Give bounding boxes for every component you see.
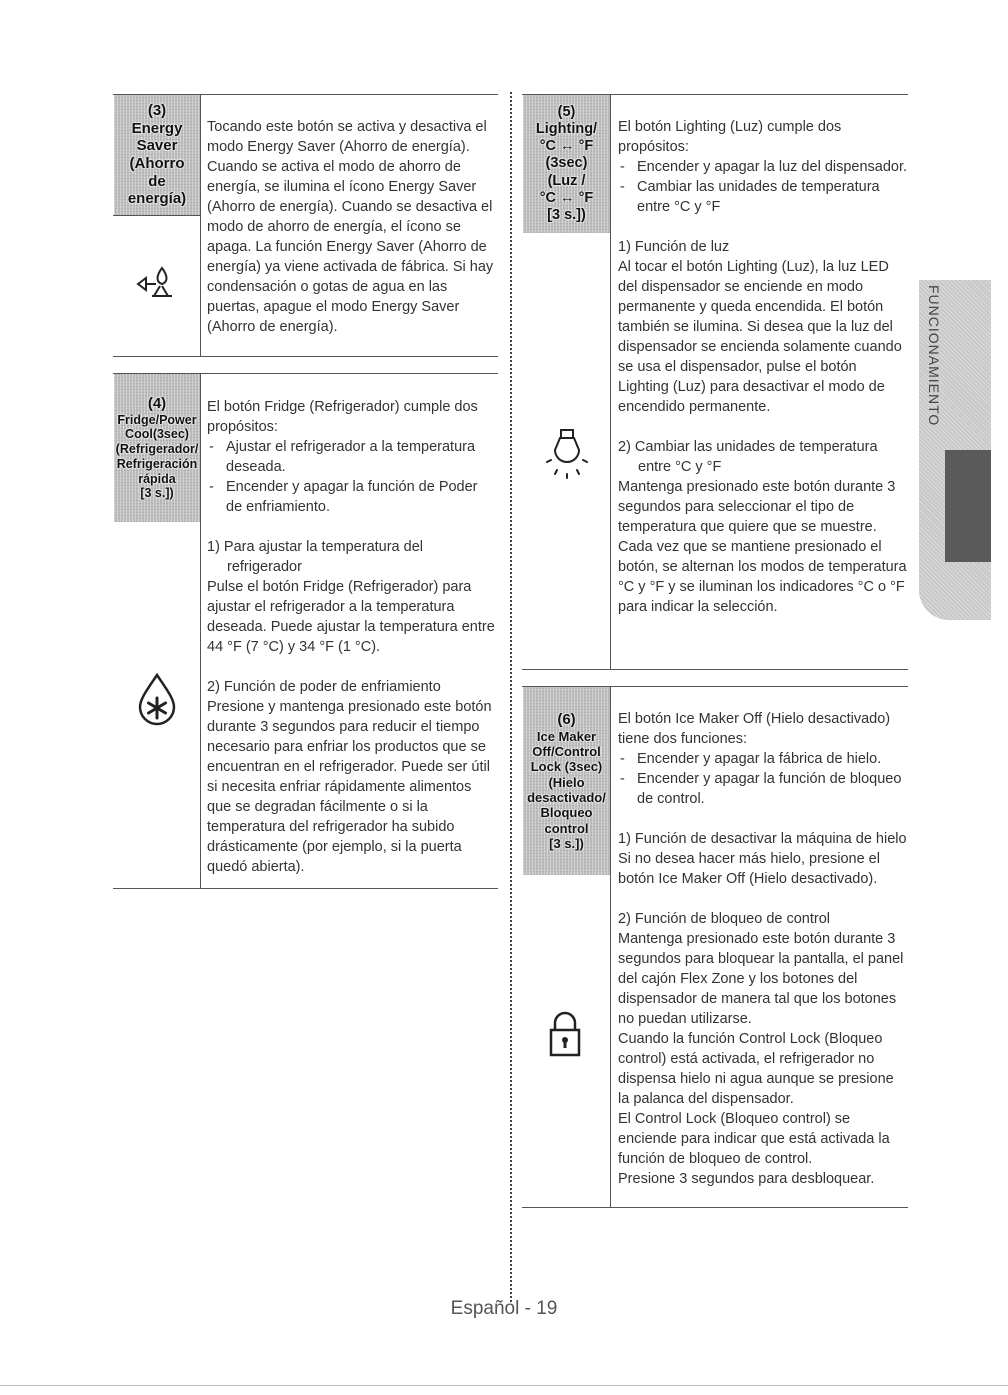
section-3-bottom-rule	[113, 356, 498, 357]
lighting-button-description: El botón Lighting (Luz) cumple dos propósitos: - Encender y apagar la luz del dispensador. - Cambiar las unidades de temperatura entre °C y °F 1) Función de luz Al tocar el botón Lighting (Luz), la luz LED del dispensador se enciende en modo permanente y queda encendida. El botón también se ilumina. Si desea que la luz del dispensador se encienda solamente cuando se usa el dispensador, pulse el botón Lighting (Luz) para desactivar el modo de encendido permanente. 2) Cambiar las unidades de temperatura entre °C y °F Mantenga presionado este botón durante 3 segundos para seleccionar el tipo de temperatura que quiere que se muestre. Cada vez que se mantiene presionado el botón, se alternan los modos de temperatura °C y °F y se iluminan los indicadores °C o °F para indicar la selección.	[618, 117, 908, 617]
energy-saver-button-label: (3) Energy Saver (Ahorro de energía)	[114, 95, 200, 215]
fridge-sub1-heading: 1) Para ajustar la temperatura del refrigerador	[207, 539, 423, 575]
fridge-bullet-1: - Ajustar el refrigerador a la temperatura deseada.	[207, 437, 497, 477]
ice-maker-extra-2: El Control Lock (Bloqueo control) se enciende para indicar que está activada la función de bloqueo de control.	[618, 1111, 890, 1167]
section-3-column-rule	[200, 94, 201, 356]
section-5-column-rule	[610, 94, 611, 669]
ice-maker-extra-1: Cuando la función Control Lock (Bloqueo control) está activada, el refrigerador no dispensa hielo ni agua aunque se presione la palanca del dispensador.	[618, 1031, 894, 1107]
chapter-side-label: FUNCIONAMIENTO	[926, 285, 942, 427]
lighting-sub1-body: Al tocar el botón Lighting (Luz), la luz LED del dispensador se enciende en modo permanente y queda encendida. El botón también se ilumina. Si desea que la luz del dispensador se encienda solamente cuando se usa el dispensador, pulse el botón Lighting (Luz) para desactivar el modo de encendido permanente.	[618, 259, 902, 415]
ice-maker-extra-3: Presione 3 segundos para desbloquear.	[618, 1171, 875, 1187]
section-4-bottom-rule	[113, 888, 498, 889]
column-divider	[510, 92, 512, 1302]
fridge-power-cool-button-label: (4) Fridge/Power Cool(3sec) (Refrigerador/ Refrigeración rápida [3 s.])	[114, 374, 200, 522]
lighting-button-label: (5) Lighting/ °C ↔ °F (3sec) (Luz / °C ↔ °F [3 s.])	[523, 95, 610, 233]
section-6-bottom-rule	[522, 1207, 908, 1208]
lighting-bullet-2: - Cambiar las unidades de temperatura entre °C y °F	[618, 177, 908, 217]
light-bulb-icon	[543, 428, 591, 480]
fridge-sub2-heading: 2) Función de poder de enfriamiento	[207, 679, 441, 695]
ice-maker-bullet-2: - Encender y apagar la función de bloqueo de control.	[618, 769, 908, 809]
fridge-bullet-2: - Encender y apagar la función de Poder de enfriamiento.	[207, 477, 497, 517]
ice-maker-button-description: El botón Ice Maker Off (Hielo desactivado) tiene dos funciones: - Encender y apagar la fábrica de hielo. - Encender y apagar la función de bloqueo de control. 1) Función de desactivar la máquina de hielo Si no desea hacer más hielo, presione el botón Ice Maker Off (Hielo desactivado). 2) Función de bloqueo de control Mantenga presionado este botón durante 3 segundos para bloquear la pantalla, el panel del cajón Flex Zone y los botones del dispensador de manera tal que los botones no puedan utilizarse. Cuando la función Control Lock (Bloqueo control) está activada, el refrigerador no dispensa hielo ni agua aunque se presione la palanca del dispensador. El Control Lock (Bloqueo control) se enciende para indicar que está activada la función de bloqueo de control. Presione 3 segundos para desbloquear.	[618, 709, 908, 1189]
lighting-sub2-heading: 2) Cambiar las unidades de temperatura entre °C y °F	[618, 439, 878, 475]
energy-saver-icon	[132, 262, 180, 302]
section-4-column-rule	[200, 373, 201, 888]
fridge-sub1-body: Pulse el botón Fridge (Refrigerador) para ajustar el refrigerador a la temperatura deseada. Puede ajustar la temperatura entre 44 °F (7 °C) y 34 °F (1 °C).	[207, 579, 495, 655]
chapter-side-tab-marker	[945, 450, 991, 562]
ice-maker-button-label: (6) Ice Maker Off/Control Lock (3sec) (Hielo desactivado/ Bloqueo control [3 s.])	[523, 687, 610, 875]
page-number: Español - 19	[450, 1298, 558, 1319]
ice-maker-sub2-heading: 2) Función de bloqueo de control	[618, 911, 831, 927]
ice-maker-sub1-body: Si no desea hacer más hielo, presione el botón Ice Maker Off (Hielo desactivado).	[618, 851, 880, 887]
lighting-sub2-body: Mantenga presionado este botón durante 3 segundos para seleccionar el tipo de temperatura que quiere que se muestre. Cada vez que se mantiene presionado el botón, se alternan los modos de temperatura °C y °F y se iluminan los indicadores °C o °F para indicar la selección.	[618, 479, 907, 615]
section-6-column-rule	[610, 686, 611, 1207]
section-3-label-rule	[113, 215, 201, 216]
ice-maker-sub2-body: Mantenga presionado este botón durante 3 segundos para bloquear la pantalla, el panel del cajón Flex Zone y los botones del dispensador de manera tal que los botones no puedan utilizarse.	[618, 931, 904, 1027]
ice-maker-bullet-1: - Encender y apagar la fábrica de hielo.	[618, 749, 908, 769]
power-cool-icon	[137, 672, 177, 726]
lighting-sub1-heading: 1) Función de luz	[618, 239, 730, 255]
energy-saver-description: Tocando este botón se activa y desactiva el modo Energy Saver (Ahorro de energía). Cuando se activa el modo de ahorro de energía, se ilumina el ícono Energy Saver (Ahorro de energía). Cuando se desactiva el modo de ahorro de energía, el ícono se apaga. La función Energy Saver (Ahorro de energía) ya viene activada de fábrica. Si hay condensación o gotas de agua en las puertas, apague el modo Energy Saver (Ahorro de energía).	[207, 119, 494, 335]
fridge-sub2-body: Presione y mantenga presionado este botón durante 3 segundos para reducir el tiempo necesario para enfriar los productos que se encuentran en el refrigerador. Puede ser útil si necesita enfriar rápidamente alimentos que se degradan fácilmente o si la temperatura del refrigerador ha subido drásticamente (por ejemplo, si la puerta quedó abierta).	[207, 699, 492, 875]
section-5-bottom-rule	[522, 669, 908, 670]
padlock-icon	[548, 1010, 582, 1058]
fridge-button-description: El botón Fridge (Refrigerador) cumple dos propósitos: - Ajustar el refrigerador a la temperatura deseada. - Encender y apagar la función de Poder de enfriamiento. 1) Para ajustar la temperatura del refrigerador Pulse el botón Fridge (Refrigerador) para ajustar el refrigerador a la temperatura deseada. Puede ajustar la temperatura entre 44 °F (7 °C) y 34 °F (1 °C). 2) Función de poder de enfriamiento Presione y mantenga presionado este botón durante 3 segundos para reducir el tiempo necesario para enfriar los productos que se encuentran en el refrigerador. Puede ser útil si necesita enfriar rápidamente alimentos que se degradan fácilmente o si la temperatura del refrigerador ha subido drásticamente (por ejemplo, si la puerta quedó abierta).	[207, 397, 497, 877]
ice-maker-sub1-heading: 1) Función de desactivar la máquina de hielo	[618, 831, 907, 847]
page-bottom-rule	[0, 1385, 1008, 1386]
lighting-bullet-1: - Encender y apagar la luz del dispensador.	[618, 157, 908, 177]
